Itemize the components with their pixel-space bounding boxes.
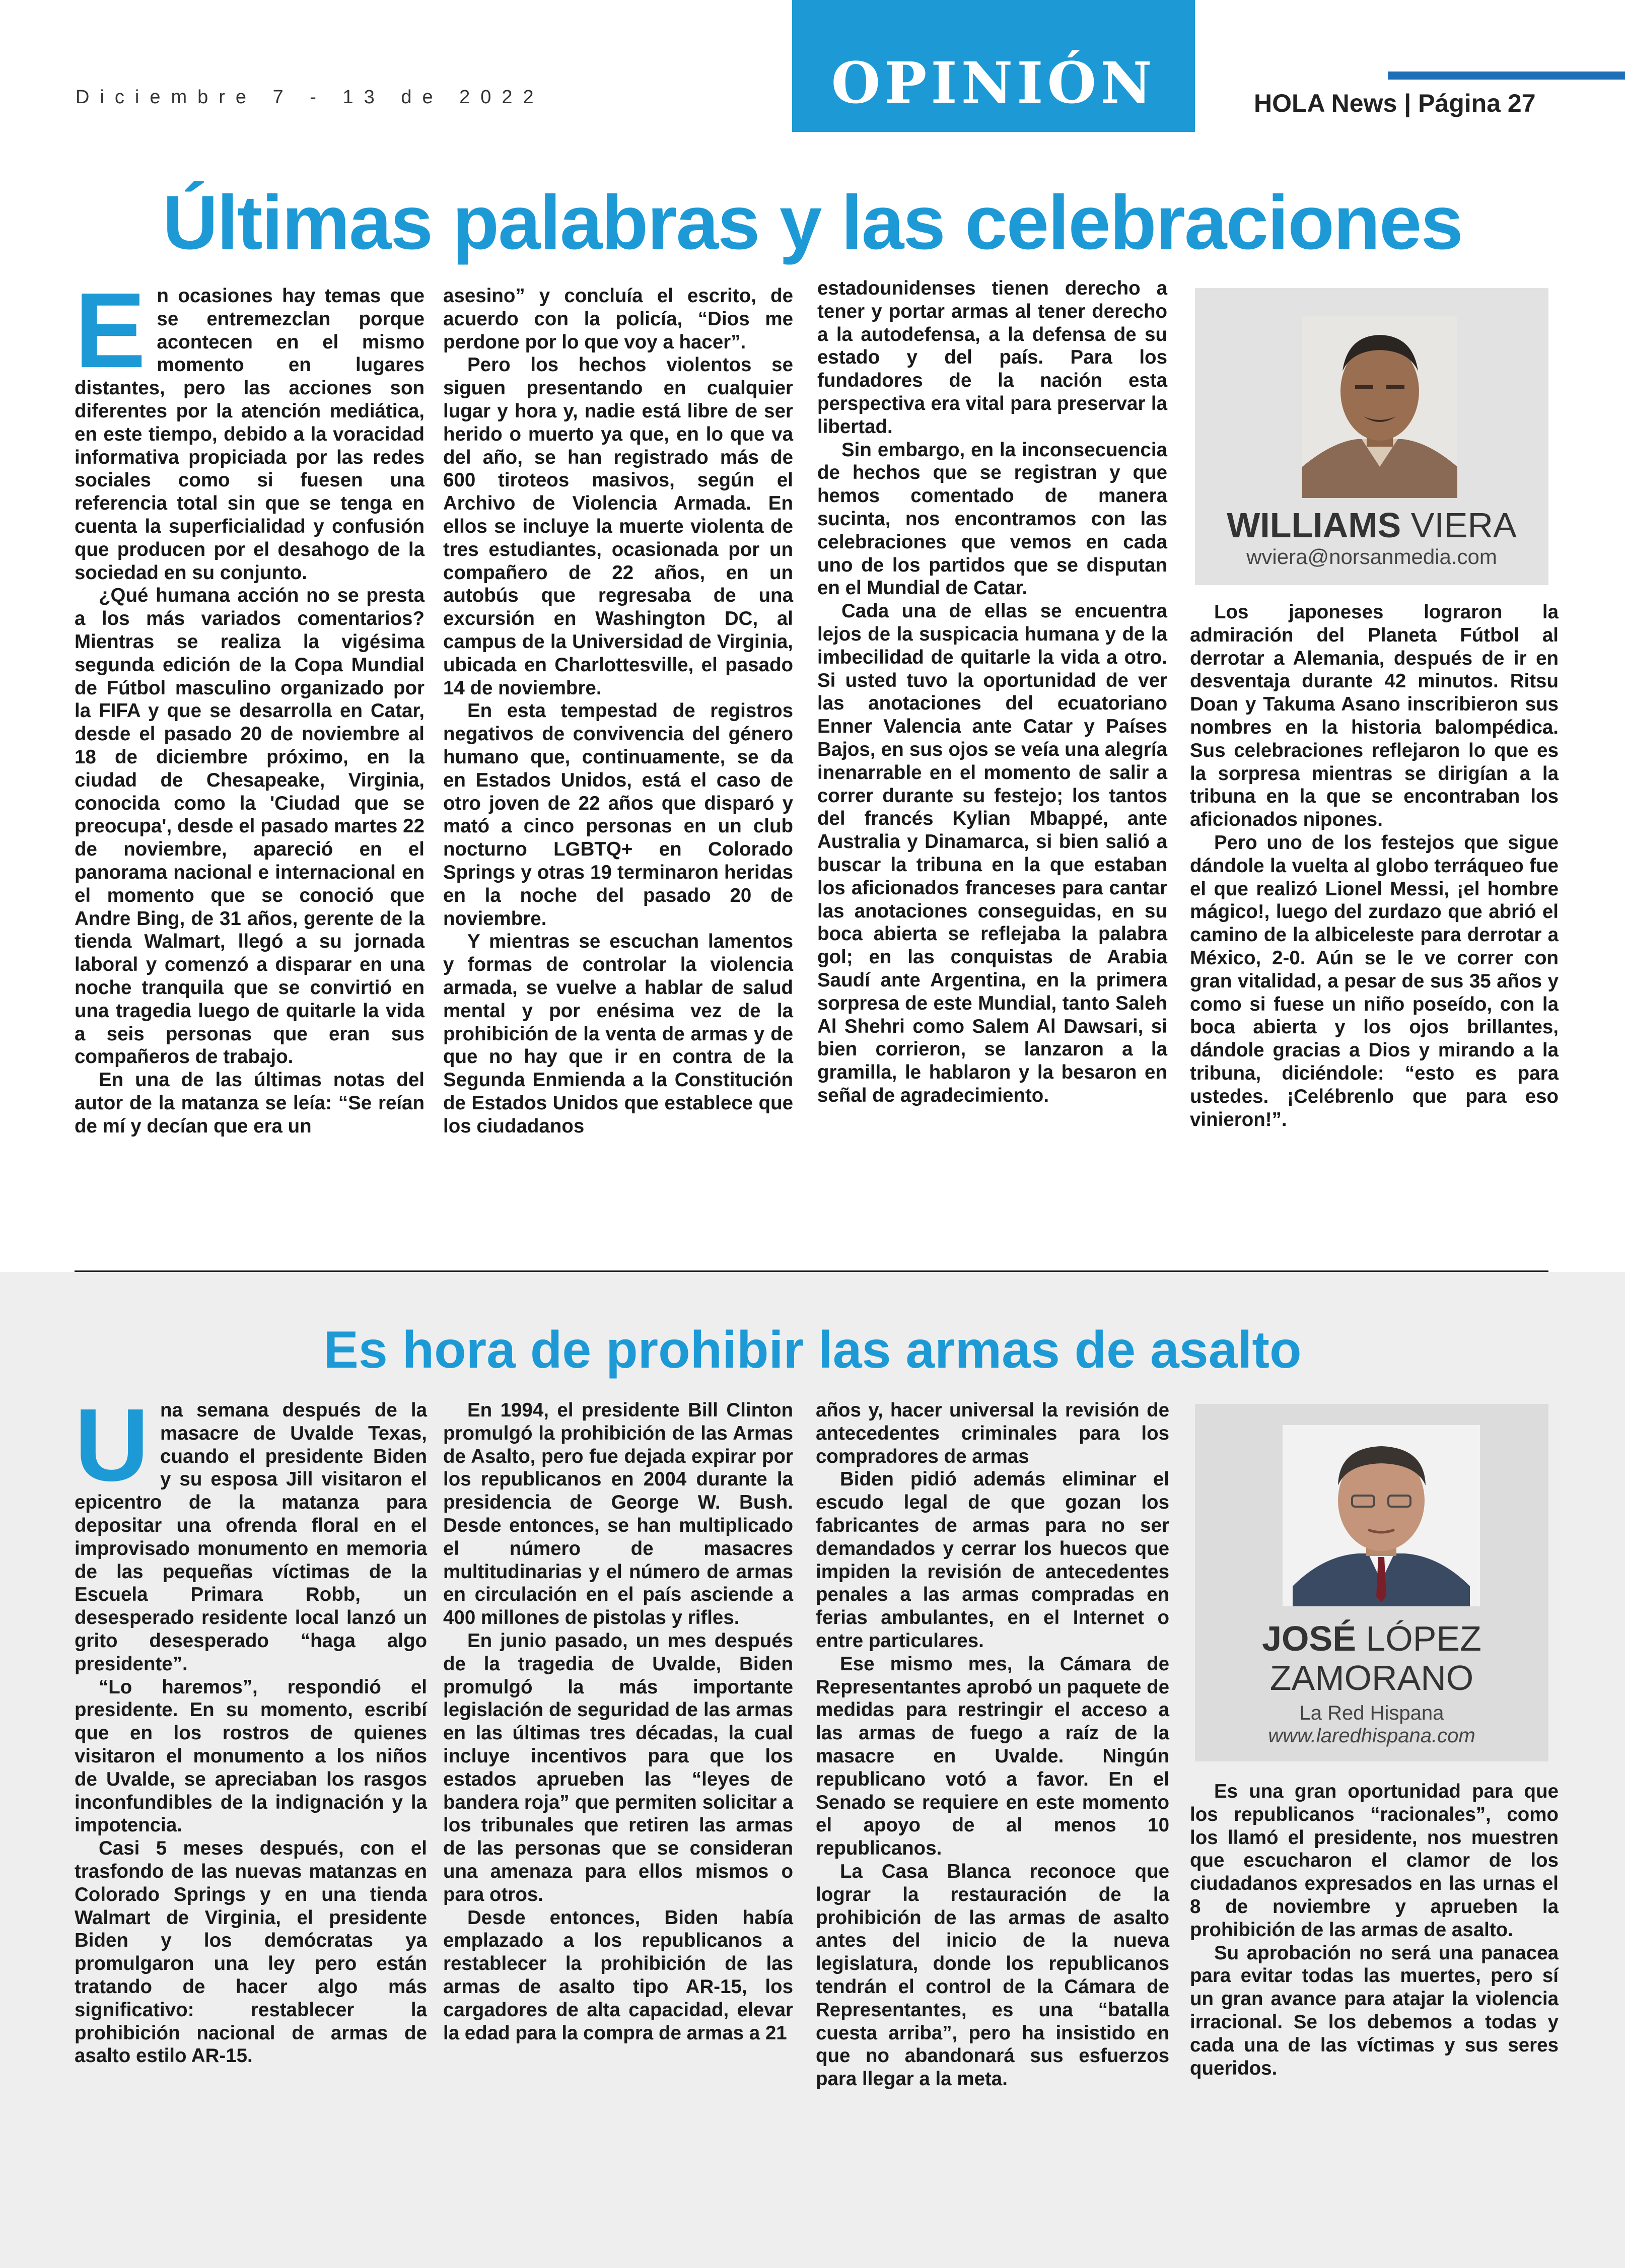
author-email: wviera@norsanmedia.com	[1246, 545, 1497, 569]
paragraph: Ese mismo mes, la Cámara de Representantes aprobó un paquete de medidas para restringir el acceso a las armas de fuego a raíz de la masacre en Uvalde. Ningún republicano votó a favor. En el Senado se requiere en este momento el apoyo de al menos 10 republicanos.	[816, 1653, 1169, 1860]
paragraph: asesino” y concluía el escrito, de acuerdo con la policía, “Dios me perdone por lo que voy a hacer”.	[443, 285, 793, 353]
paragraph: Biden pidió además eliminar el escudo legal de que gozan los fabricantes de armas para no ser demandados y cerrar los huecos que impiden la revisión de antecedentes penales a las armas compradas en ferias ambulantes, en el Internet o entre particulares.	[816, 1468, 1169, 1652]
paragraph: ¿Qué humana acción no se presta a los más variados comentarios? Mientras se realiza la vigésima segunda edición de la Copa Mundial de Fútbol masculino organizado por la FIFA y que se desarrolla en Catar, desde el pasado 20 de noviembre al 18 de diciembre próximo, en la ciudad de Chesapeake, Virginia, conocida como la 'Ciudad que se preocupa', desde el pasado martes 22 de noviembre, apareció en el panorama nacional e internacional en el momento que se conoció que Andre Bing, de 31 años, gerente de la tienda Walmart, llegó a su jornada laboral y comenzó a disparar en una noche tranquila que se convirtió en una tragedia luego de quitarle la vida a seis personas que eran sus compañeros de trabajo.	[75, 585, 425, 1068]
article2-column-3	[816, 1399, 1169, 2091]
paragraph: Su aprobación no será una panacea para evitar todas las muertes, pero sí un gran avance para atajar la violencia irracional. Se los debemos a todas y cada una de las víctimas y sus seres queridos.	[1190, 1942, 1559, 2079]
paragraph: Sin embargo, en la inconsecuencia de hechos que se registran y que hemos comentado de manera sucinta, nos encontramos con las celebraciones que vemos en cada uno de los partidos que se disputan en el Mundial de Catar.	[817, 439, 1167, 599]
article2-column-4	[1190, 1780, 1559, 2080]
paragraph: Es una gran oportunidad para que los republicanos “racionales”, como los llamó el presidente, nos muestren que escucharon el clamor de los ciudadanos expresados en las urnas el 8 de noviembre y aprueben la prohibición de las armas de asalto.	[1190, 1781, 1559, 1941]
issue-date: Diciembre 7 - 13 de 2022	[76, 87, 544, 108]
author-photo	[1302, 316, 1457, 498]
paragraph: Casi 5 meses después, con el trasfondo de las nuevas matanzas en Colorado Springs y en una tienda Walmart de Virginia, el presidente Biden y los demócratas ya promulgaron una ley pero están tratando de hacer algo más significativo: restablecer la prohibición nacional de armas de asalto estilo AR-15.	[75, 1837, 427, 2067]
article2-column-1	[75, 1387, 427, 2068]
author-name	[1195, 1619, 1548, 1658]
author-photo	[1283, 1425, 1480, 1606]
paragraph: Cada una de ellas se encuentra lejos de la suspicacia humana y de la imbecilidad de quitarle la vida a otro. Si usted tuvo la oportunidad de ver las anotaciones del ecuatoriano Enner Valencia ante Catar y Países Bajos, en sus ojos se veía una alegría inenarrable en el momento de salir a correr durante su festejo; los tantos del francés Kylian Mbappé, ante Australia y Dinamarca, si bien salió a buscar la tribuna en la que estaban los aficionados franceses para cantar las anotaciones conseguidas, en su boca abierta se reflejaba la palabra gol; en las conquistas de Arabia Saudí ante Argentina, en la primera sorpresa de este Mundial, tanto Saleh Al Shehri como Salem Al Dawsari, si bien corrieron, se lanzaron a la gramilla, le hablaron y la besaron en señal de agradecimiento.	[817, 600, 1167, 1106]
article1-column-1	[75, 270, 425, 1138]
article1-column-3	[817, 277, 1167, 1107]
paragraph: Los japoneses lograron la admiración del Planeta Fútbol al derrotar a Alemania, después de ir en desventaja durante 42 minutos. Ritsu Doan y Takuma Asano inscribieron sus nombres en la historia balompédica. Sus celebraciones reflejaron lo que es la sorpresa mientras se dirigían a la tribuna en la que se encontraban los aficionados nipones.	[1190, 601, 1559, 831]
author-organization: La Red Hispana	[1299, 1702, 1444, 1724]
author-second-last-name: ZAMORANO	[1269, 1658, 1474, 1697]
paragraph: Pero los hechos violentos se siguen presentando en cualquier lugar y hora y, nadie está libre de ser herido o muerto ya que, en lo que va del año, se han registrado más de 600 tiroteos masivos, según el Archivo de Violencia Armada. En ellos se incluye la muerte violenta de tres estudiantes, ocasionada por un compañero de 22 años, en un autobús que regresaba de una excursión en Washington DC, al campus de la Universidad de Virginia, ubicada en Charlottesville, el pasado 14 de noviembre.	[443, 354, 793, 699]
header-rule	[1388, 72, 1625, 80]
paragraph: estadounidenses tienen derecho a tener y portar armas al tener derecho a la autodefensa, a la defensa de su estado y del país. Para los fundadores de la nación esta perspectiva era vital para preservar la libertad.	[817, 277, 1167, 438]
paragraph: Pero uno de los festejos que sigue dándole la vuelta al globo terráqueo fue el que realizó Lionel Messi, ¡el hombre mágico!, luego del zurdazo que abrió el camino de la albiceleste para derrotar a México, 2-0. Aún se le ve correr con gran vitalidad, a pesar de sus 35 años y como si fuese un niño poseído, con la boca abierta y los ojos brillantes, dándole gracias a Dios y mirando a la tribuna, diciéndole: “esto es para ustedes. ¡Celébrenlo que para eso vinieron!”.	[1190, 831, 1559, 1130]
section-title: OPINIÓN	[831, 50, 1156, 116]
paragraph: Y mientras se escuchan lamentos y formas de controlar la violencia armada, se vuelve a hablar de salud mental y por enésima vez de la prohibición de la venta de armas y de que no hay que ir en contra de la Segunda Enmienda a la Constitución de Estados Unidos que establece que los ciudadanos	[443, 931, 793, 1137]
drop-cap: U	[75, 1387, 150, 1503]
paragraph: En una de las últimas notas del autor de la matanza se leía: “Se reían de mí y decían que era un	[75, 1069, 425, 1137]
article1-column-4	[1190, 601, 1559, 1131]
author-last-name: VIERA	[1410, 506, 1517, 545]
paragraph: Desde entonces, Biden había emplazado a los republicanos a restablecer la prohibición de las armas de asalto tipo AR-15, los cargadores de alta capacidad, elevar la edad para la compra de armas a 21	[443, 1906, 793, 2044]
paragraph: años y, hacer universal la revisión de antecedentes criminales para los compradores de armas	[816, 1399, 1169, 1467]
paragraph: En esta tempestad de registros negativos de convivencia del género humano que, continuamente, se da en Estados Unidos, está el caso de otro joven de 22 años que disparó y mató a cinco personas en un club nocturno LGBTQ+ en Colorado Springs y otras 19 terminaron heridas en la noche del pasado 20 de noviembre.	[443, 700, 793, 930]
author-name	[1195, 505, 1548, 545]
article2-column-2	[443, 1399, 793, 2044]
paragraph: La Casa Blanca reconoce que lograr la restauración de la prohibición de las armas de asalto antes del inicio de la nueva legislatura, donde los republicanos tendrán el control de la Cámara de Representantes, es una “batalla cuesta arriba”, pero ha insistido en que no abandonará sus esfuerzos para llegar a la meta.	[816, 1860, 1169, 2090]
article2-headline: Es hora de prohibir las armas de asalto	[323, 1321, 1302, 1379]
drop-cap: E	[75, 270, 146, 390]
section-divider	[75, 1270, 1548, 1272]
page-number: HOLA News | Página 27	[1254, 89, 1536, 117]
author-website[interactable]: www.laredhispana.com	[1268, 1725, 1475, 1747]
article1-headline: Últimas palabras y las celebraciones	[163, 180, 1462, 265]
author-last-name: LÓPEZ	[1366, 1619, 1481, 1658]
author-first-name: WILLIAMS	[1227, 506, 1401, 545]
paragraph: na semana después de la masacre de Uvalde Texas, cuando el presidente Biden y su esposa Jill visitaron el epicentro de la matanza para depositar una ofrenda floral en el improvisado monumento en memoria de las pequeñas víctimas de la Escuela Primara Robb, un desesperado residente local lanzó un grito desesperado “haga algo presidente”.	[75, 1399, 427, 1675]
paragraph: En junio pasado, un mes después de la tragedia de Uvalde, Biden promulgó la más importante legislación de seguridad de las armas en las últimas tres décadas, la cual incluye incentivos para que los estados aprueben las “leyes de bandera roja” que permiten solicitar a los tribunales que retiren las armas de las personas que se consideran una amenaza para ellos mismos o para otros.	[443, 1629, 793, 1905]
article1-column-2	[443, 285, 793, 1138]
author-first-name: JOSÉ	[1262, 1619, 1356, 1658]
paragraph: n ocasiones hay temas que se entremezclan porque acontecen en el mismo momento en lugares distantes, pero las acciones son diferentes por la atención mediática, en este tiempo, debido a la voracidad informativa propiciada por las redes sociales como si fuesen una referencia total sin que se tenga en cuenta la superficialidad y confusión que producen por el desahogo de la sociedad en su conjunto.	[75, 285, 425, 584]
paragraph: En 1994, el presidente Bill Clinton promulgó la prohibición de las Armas de Asalto, pero fue dejada expirar por los republicanos en 2004 durante la presidencia de George W. Bush. Desde entonces, se han multiplicado el número de masacres multitudinarias y el número de armas en circulación en el país asciende a 400 millones de pistolas y rifles.	[443, 1399, 793, 1629]
paragraph: “Lo haremos”, respondió el presidente. En su momento, escribí que en los rostros de quienes visitaron el monumento a los niños de Uvalde, se apreciaban los rasgos inconfundibles de la indignación y la impotencia.	[75, 1676, 427, 1836]
